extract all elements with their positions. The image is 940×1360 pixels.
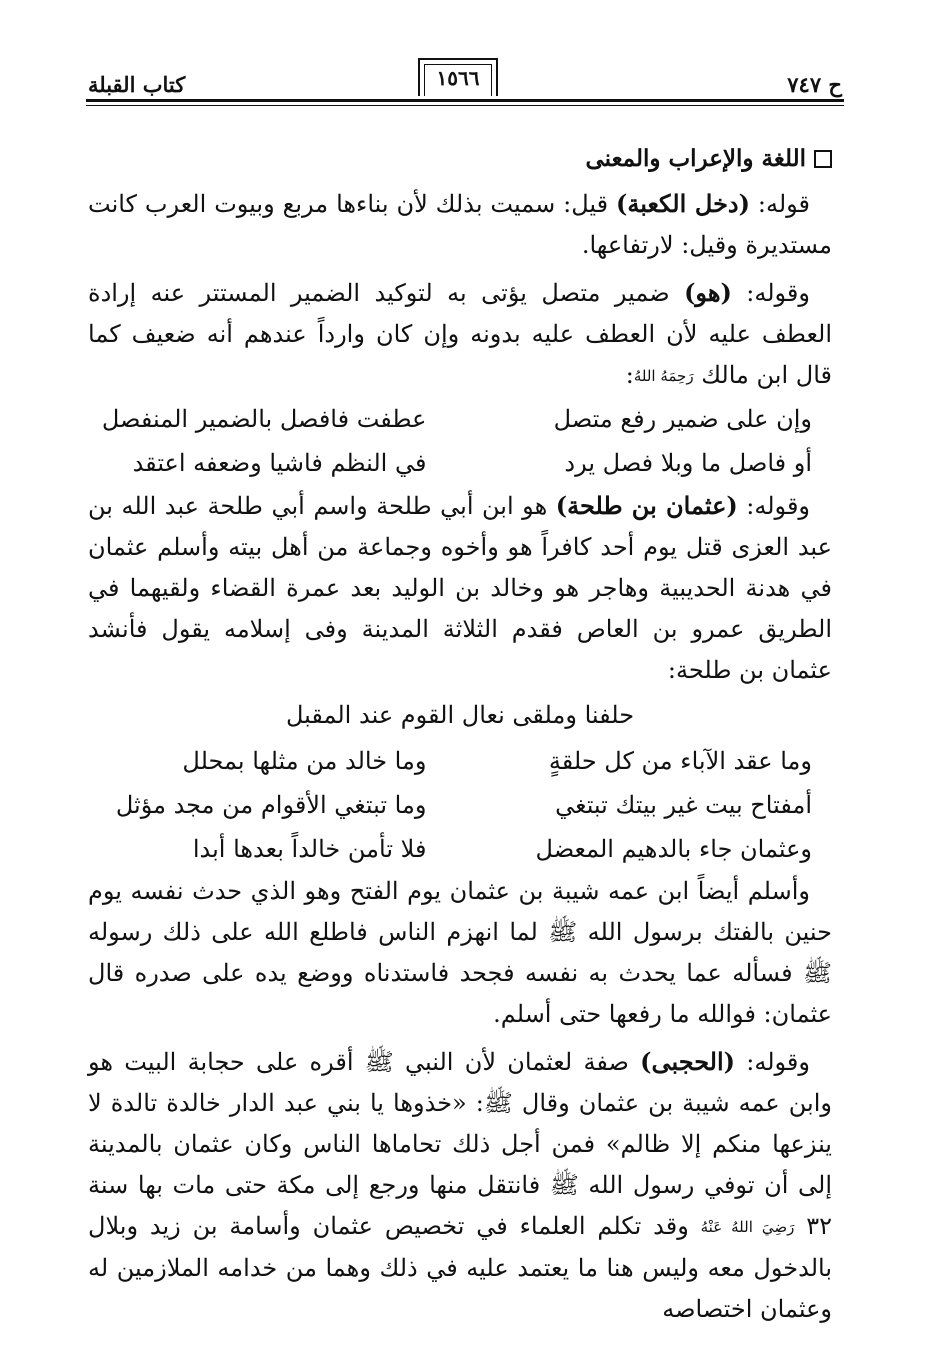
paragraph-text: وقد تكلم العلماء في تخصيص عثمان وأسامة بن زيد وبلال بالدخول معه وليس هنا ما يعتمد عليه في ذلك وهما من خدامه الملازمين له وعثمان اختصاصه [88,1212,832,1323]
poem-line [88,827,832,871]
salutation-glyph: ﷺ [803,959,832,987]
paragraph-text: فسأله عما يحدث به نفسه فجحد فاستدناه ووضع يده على صدره قال عثمان: فوالله ما رفعها حتى أسلم. [88,959,832,1028]
paragraph-lead: وقوله: [735,1048,810,1076]
paragraph-shayba [88,871,832,1035]
verse-second-half: عطفت فافصل بالضمير المنفصل [101,405,427,433]
verse-first-half: وما عقد الآباء من كل حلقةٍ [548,747,812,775]
honorific: رَضِيَ اللهُ عَنْهُ [700,1218,795,1236]
paragraph-text: صفة لعثمان لأن النبي [393,1048,641,1076]
paragraph-huwa [88,272,832,397]
page-number: ١٥٦٦ [436,66,480,90]
header-rule [86,99,844,102]
paragraph-uthman [88,485,832,691]
verse-first-half: أمفتاح بيت غير بيتك تبتغي [555,791,812,819]
paragraph-text: فانتقل منها ورجع إلى مكة حتى مات بها سنة ٣٢ [88,1171,832,1240]
verse-first-half: وإن على ضمير رفع متصل [553,405,812,433]
poem-line [88,441,832,485]
paragraph-text: أقره على حجابة البيت هو وابن عمه شيبة بن عثمان وقال [88,1048,832,1117]
highlighted-term: (هو) [684,278,732,307]
section-heading-text: اللغة والإعراب والمعنى [585,145,806,172]
chapter-title: كتاب القبلة [88,72,186,97]
salutation-glyph: ﷺ [364,1048,394,1076]
paragraph-hajabi [88,1041,832,1330]
salutation-glyph: ﷺ [548,918,578,946]
poem-line [88,739,832,783]
page-body [88,138,832,1330]
salutation-glyph: ﷺ [549,1171,579,1199]
verse-first-half: أو فاصل ما وبلا فصل يرد [564,449,812,477]
highlighted-term: (دخل الكعبة) [616,189,750,218]
paragraph-lead: قوله: [749,190,811,218]
square-bullet-icon [814,150,832,168]
highlighted-term: (عثمان بن طلحة) [555,491,738,520]
poem-opening: حلفنا وملقى نعال القوم عند المقبل [285,701,635,729]
paragraph-text: : «خذوها يا بني عبد الدار خالدة تالدة لا ينزعها منكم إلا ظالم» فمن أجل ذلك تحاماها الناس وكان عثمان بالمدينة إلى أن توفي رسول الله [88,1089,832,1199]
verse-second-half: وما تبتغي الأقوام من مجد مؤثل [115,791,427,819]
paragraph-lead: وقوله: [731,279,810,307]
paragraph-kaaba [88,183,832,266]
header-rule-thin [86,105,844,106]
verse-second-half: فلا تأمن خالداً بعدها أبدا [192,835,427,863]
verse-second-half: وما خالد من مثلها بمحلل [182,747,427,775]
verse-second-half: في النظم فاشيا وضعفه اعتقد [132,449,427,477]
poem-line [88,397,832,441]
honorific: رَحِمَهُ اللهُ [633,367,694,385]
verse-first-half: وعثمان جاء بالدهيم المعضل [535,835,812,863]
paragraph-text: : [625,361,634,389]
section-heading [88,138,832,179]
hadith-number: ح ٧٤٧ [787,72,842,97]
paragraph-text: قيل: سميت بذلك لأن بناءها مربع وبيوت العرب كانت مستديرة وقيل: لارتفاعها. [88,190,832,259]
page-number-frame [418,58,498,96]
paragraph-text: لما انهزم الناس فاطلع الله على ذلك رسوله [88,918,549,946]
highlighted-term: (الحجبى) [640,1047,736,1076]
paragraph-lead: وقوله: [737,492,811,520]
paragraph-text: وأسلم أيضاً ابن عمه شيبة بن عثمان يوم الفتح وهو الذي حدث نفسه يوم حنين بالفتك برسول الله [88,877,833,946]
salutation-glyph: ﷺ [483,1089,513,1117]
paragraph-text: هو ابن أبي طلحة واسم أبي طلحة عبد الله بن عبد العزى قتل يوم أحد كافراً هو وأخوه وجماعة من أهل بيته وأسلم عثمان في هدنة الحديبية وهاجر هو وخالد بن الوليد بعد عمرة القضاء ولقيهما في الطريق عمرو بن العاص فقدم الثلاثة المدينة وفى إسلامه يقول فأنشد عثمان بن طلحة: [88,492,832,684]
paragraph-text: ضمير متصل يؤتى به لتوكيد الضمير المستتر عنه إرادة العطف عليه لأن العطف عليه بدونه وإن كان وارداً عندهم أنه ضعيف كما قال ابن مالك [88,279,832,389]
poem-line [88,783,832,827]
